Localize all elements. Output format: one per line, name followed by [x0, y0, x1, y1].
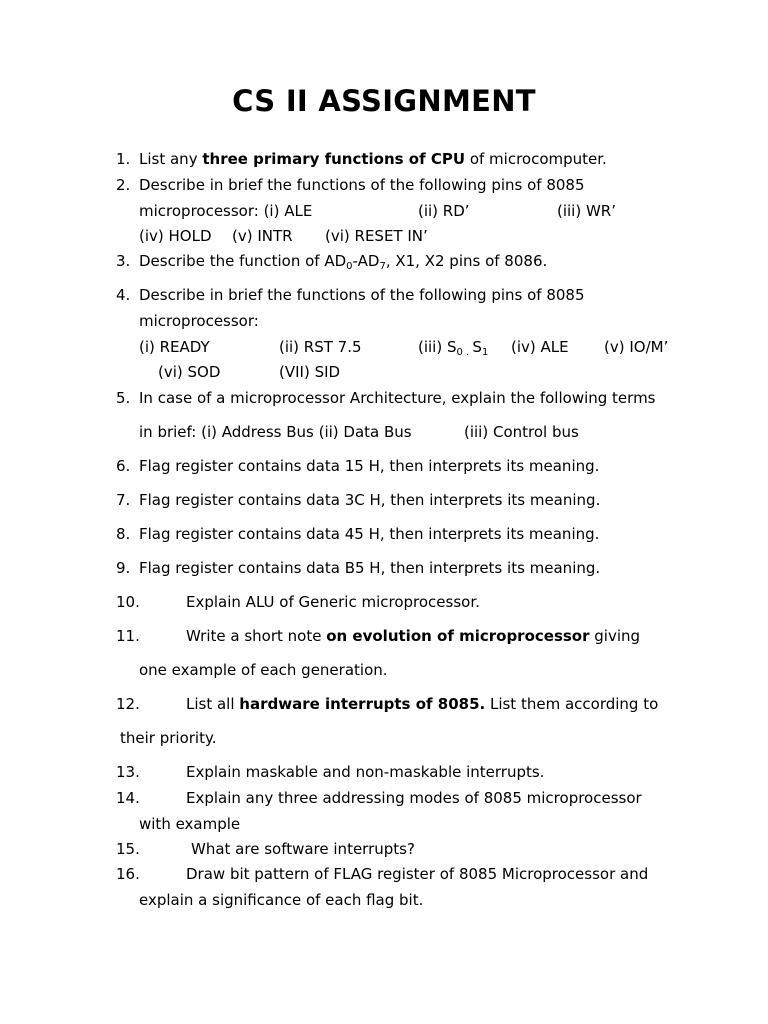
question-number: 11. — [116, 627, 140, 645]
question-text: (iv) HOLD — [139, 227, 212, 245]
question-text: Write a short note on evolution of microprocessor giving — [186, 627, 641, 645]
question-text: Flag register contains data B5 H, then interprets its meaning. — [139, 559, 601, 577]
question-number: 15. — [116, 840, 140, 858]
question-text: Describe the function of $AD_0-AD_7$, X1, X2 pins of 8086. — [139, 252, 548, 272]
question-number: 8. — [116, 525, 131, 543]
question-text: Describe in brief the functions of the following pins of 8085 — [139, 176, 585, 194]
question-text: explain a significance of each flag bit. — [139, 891, 424, 909]
question-text: What are software interrupts? — [191, 840, 415, 858]
question-number: 5. — [116, 389, 131, 407]
question-text: (v) INTR — [232, 227, 293, 245]
question-text: Flag register contains data 15 H, then interprets its meaning. — [139, 457, 600, 475]
question-number: 16. — [116, 865, 140, 883]
question-text: (v) IO/M’ — [604, 338, 669, 356]
question-text: List all hardware interrupts of 8085. List them according to — [186, 695, 659, 713]
question-text: Draw bit pattern of FLAG register of 8085 Microprocessor and — [186, 865, 649, 883]
question-number: 6. — [116, 457, 131, 475]
question-text: with example — [139, 815, 241, 833]
question-text: Flag register contains data 45 H, then interprets its meaning. — [139, 525, 600, 543]
question-text: Explain maskable and non-maskable interrupts. — [186, 763, 545, 781]
question-text: their priority. — [120, 729, 217, 747]
question-text: (i) READY — [139, 338, 210, 356]
question-text: one example of each generation. — [139, 661, 388, 679]
question-text: (vi) SOD — [158, 363, 221, 381]
question-number: 2. — [116, 176, 131, 194]
question-text: in brief: (i) Address Bus (ii) Data Bus — [139, 423, 412, 441]
question-text: (iii) Control bus — [464, 423, 579, 441]
question-text: microprocessor: (i) ALE — [139, 202, 313, 220]
question-text: (VII) SID — [279, 363, 341, 381]
question-text: In case of a microprocessor Architecture, explain the following terms — [139, 389, 656, 407]
question-text: (ii) RD’ — [418, 202, 470, 220]
question-text: Describe in brief the functions of the following pins of 8085 — [139, 286, 585, 304]
question-text: (iii) WR’ — [557, 202, 616, 220]
question-number: 12. — [116, 695, 140, 713]
question-number: 1. — [116, 150, 131, 168]
question-text: Flag register contains data 3C H, then interprets its meaning. — [139, 491, 601, 509]
question-text: Explain any three addressing modes of 8085 microprocessor — [186, 789, 642, 807]
question-text: Explain ALU of Generic microprocessor. — [186, 593, 480, 611]
question-number: 7. — [116, 491, 131, 509]
question-number: 14. — [116, 789, 140, 807]
question-number: 10. — [116, 593, 140, 611]
question-text: (iii) $S_{0 .}$ $S_1$ — [418, 338, 489, 358]
question-text: (vi) RESET IN’ — [325, 227, 428, 245]
page-title: CS II ASSIGNMENT — [232, 84, 536, 118]
question-text: List any three primary functions of CPU of microcomputer. — [139, 150, 607, 168]
question-text: microprocessor: — [139, 312, 259, 330]
question-number: 13. — [116, 763, 140, 781]
question-text: (iv) ALE — [511, 338, 569, 356]
question-number: 4. — [116, 286, 131, 304]
question-text: (ii) RST 7.5 — [279, 338, 362, 356]
question-number: 9. — [116, 559, 131, 577]
question-number: 3. — [116, 252, 131, 270]
